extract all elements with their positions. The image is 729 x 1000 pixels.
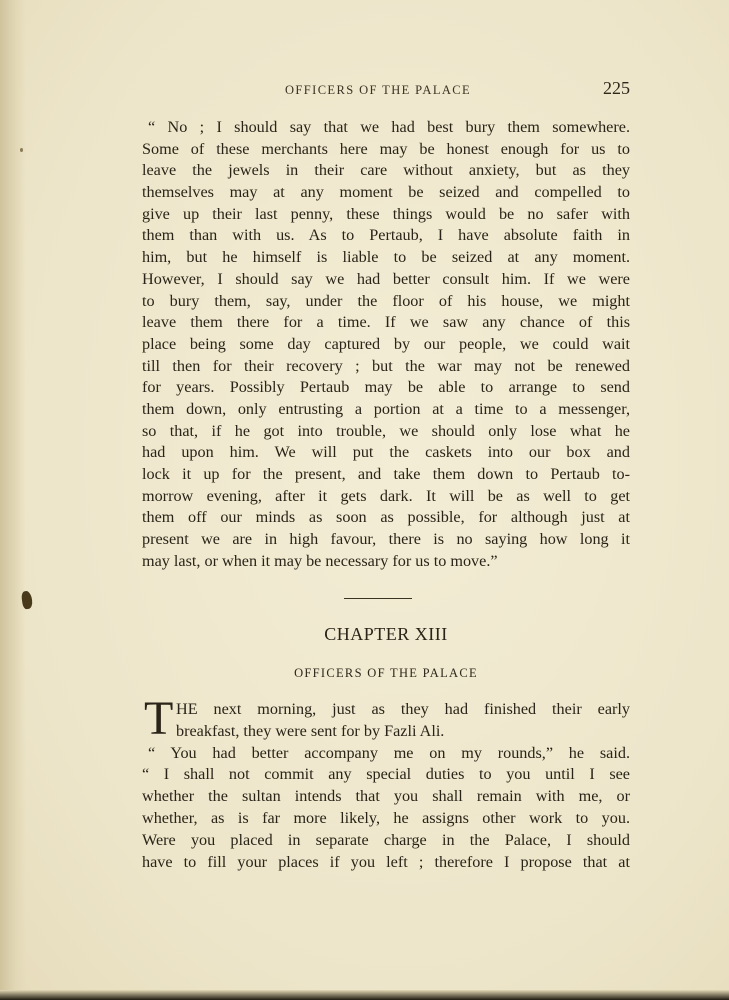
text-line: themselves may at any moment be seized and compelled to	[142, 183, 630, 202]
text-line: present we are in high favour, there is no saying how long it	[142, 530, 630, 549]
running-head: OFFICERS OF THE PALACE	[285, 83, 472, 97]
text-line: for years. Possibly Pertaub may be able to arrange to send	[142, 378, 630, 397]
text-line: whether, as is far more likely, he assigns other work to you.	[142, 808, 630, 827]
text-line: “ You had better accompany me on my rounds,” he said.	[148, 743, 630, 762]
text-line: Some of these merchants here may be honest enough for us to	[142, 139, 630, 158]
text-line: them down, only entrusting a portion at a time to a messenger,	[142, 399, 630, 418]
paper-speck	[20, 148, 23, 152]
text-line: had upon him. We will put the caskets into our box and	[142, 443, 630, 462]
section-divider	[344, 598, 412, 599]
text-line: lock it up for the present, and take them down to Pertaub to-	[142, 465, 630, 483]
text-line: may last, or when it may be necessary for us to move.”	[142, 551, 498, 570]
ink-blot	[21, 590, 33, 609]
text-line: give up their last penny, these things would be no safer with	[142, 204, 630, 223]
text-line: to bury them, say, under the floor of his house, we might	[142, 291, 630, 310]
text-line: However, I should say we had better consult him. If we were	[142, 269, 630, 288]
page-number: 225	[603, 78, 630, 98]
text-line: HE next morning, just as they had finished their early	[176, 700, 630, 718]
text-line: Were you placed in separate charge in the Palace, I should	[142, 830, 630, 849]
text-line: so that, if he got into trouble, we should only lose what he	[142, 421, 630, 440]
text-line: morrow evening, after it gets dark. It will be as well to get	[142, 486, 630, 505]
page-header	[140, 78, 630, 102]
page-bottom-edge	[0, 990, 729, 1000]
text-line: him, but he himself is liable to be seized at any moment.	[142, 248, 630, 267]
text-line: have to fill your places if you left ; therefore I propose that at	[142, 852, 630, 871]
text-line: them off our minds as soon as possible, for although just at	[142, 508, 630, 527]
chapter-subtitle: OFFICERS OF THE PALACE	[294, 666, 478, 680]
text-line: till then for their recovery ; but the war may not be renewed	[142, 356, 630, 375]
text-line: leave them there for a time. If we saw any chance of this	[142, 313, 630, 332]
text-line: “ No ; I should say that we had best bury them somewhere.	[148, 118, 630, 136]
text-line: them than with us. As to Pertaub, I have absolute faith in	[142, 226, 630, 245]
chapter-title: CHAPTER XIII	[324, 624, 448, 644]
text-line: whether the sultan intends that you shall remain with me, or	[142, 787, 630, 806]
text-line: breakfast, they were sent for by Fazli Ali.	[176, 721, 445, 740]
drop-cap: T	[144, 692, 174, 745]
text-line: leave the jewels in their care without anxiety, but as they	[142, 161, 630, 180]
text-line: “ I shall not commit any special duties to you until I see	[142, 765, 630, 784]
text-line: place being some day captured by our people, we could wait	[142, 334, 630, 353]
chapter-opening-text	[142, 692, 630, 873]
continued-paragraph	[142, 117, 630, 572]
